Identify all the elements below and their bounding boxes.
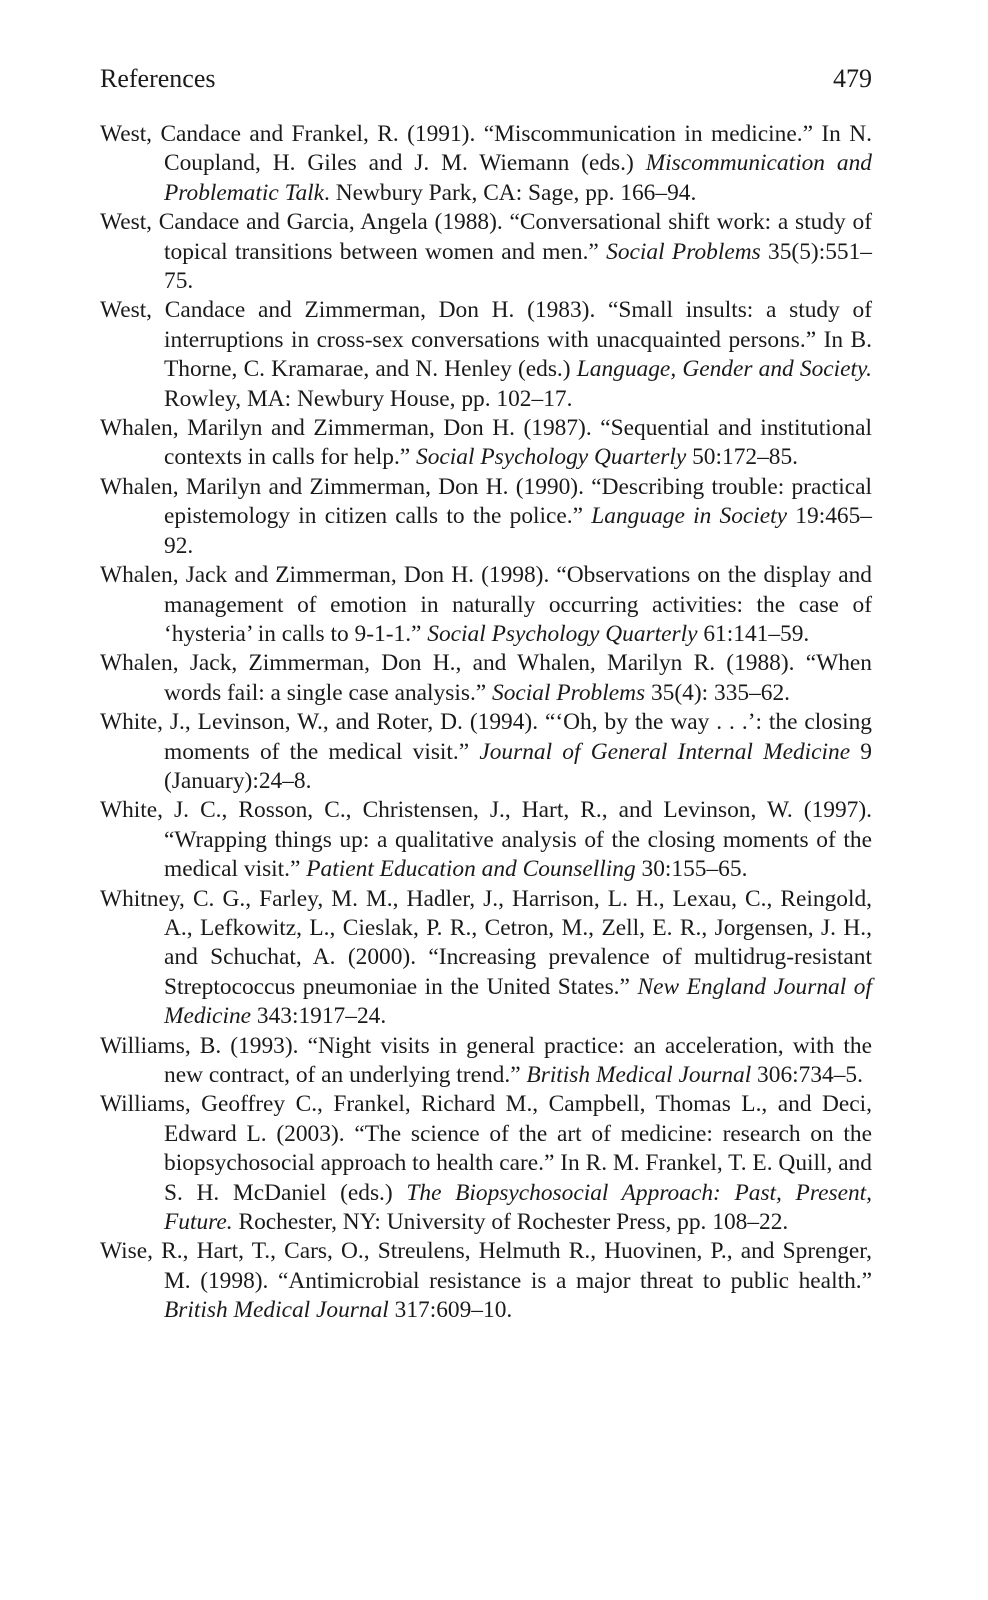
- reference-text: 343:1917–24.: [251, 1003, 387, 1030]
- reference-entry: [100, 473, 872, 561]
- reference-text: Williams, Geoffrey C., Frankel, Richard M., Campbell, Thomas L., and Deci, Edward L. (2003). “The science of the art of medicine: research on the biopsychosocial approach to health care.” In R. M. Frankel, T. E. Quill, and S. H. McDaniel (eds.): [100, 1091, 872, 1206]
- reference-entry: [100, 296, 872, 414]
- reference-text: 19:465–92.: [164, 503, 872, 559]
- reference-text: Williams, B. (1993). “Night visits in general practice: an acceleration, with the new contract, of an underlying trend.”: [100, 1032, 872, 1088]
- reference-title-italic: Social Psychology Quarterly: [416, 444, 687, 471]
- reference-text: 317:609–10.: [388, 1297, 513, 1324]
- reference-text: 35(5):551–75.: [164, 238, 872, 295]
- reference-title-italic: The Biopsychosocial Approach: Past, Present, Future.: [164, 1179, 872, 1236]
- reference-title-italic: Miscommunication and Problematic Talk: [164, 150, 872, 206]
- reference-text: West, Candace and Frankel, R. (1991). “Miscommunication in medicine.” In N. Coupland, H. Giles and J. M. Wiemann (eds.): [100, 121, 872, 177]
- book-page: [100, 62, 872, 1326]
- reference-title-italic: New England Journal of Medicine: [164, 973, 872, 1030]
- reference-title-italic: Social Psychology Quarterly: [427, 620, 698, 647]
- reference-text: White, J. C., Rosson, C., Christensen, J., Hart, R., and Levinson, W. (1997). “Wrapping things up: a qualitative analysis of the closing moments of the medical visit.”: [100, 797, 872, 883]
- reference-title-italic: Social Problems: [606, 238, 761, 265]
- reference-entry: [100, 120, 872, 208]
- reference-text: Whalen, Marilyn and Zimmerman, Don H. (1990). “Describing trouble: practical epistemology in citizen calls to the police.”: [100, 473, 872, 530]
- running-head: [100, 62, 872, 96]
- reference-title-italic: British Medical Journal: [526, 1062, 752, 1088]
- reference-text: White, J., Levinson, W., and Roter, D. (1994). “‘Oh, by the way . . .’: the closing moments of the medical visit.”: [100, 709, 872, 765]
- reference-text: Whalen, Jack, Zimmerman, Don H., and Whalen, Marilyn R. (1988). “When words fail: a single case analysis.”: [100, 650, 872, 706]
- reference-text: Rochester, NY: University of Rochester Press, pp. 108–22.: [232, 1209, 789, 1236]
- reference-text: Whalen, Jack and Zimmerman, Don H. (1998). “Observations on the display and management of emotion in naturally occurring activities: the case of ‘hysteria’ in calls to 9-1-1.”: [100, 562, 872, 647]
- reference-entry: [100, 561, 872, 649]
- reference-text: 61:141–59.: [697, 620, 810, 647]
- reference-title-italic: British Medical Journal: [164, 1297, 389, 1324]
- page-number: 479: [833, 64, 872, 93]
- reference-entry: [100, 208, 872, 296]
- reference-entry: [100, 1032, 872, 1091]
- reference-entry: [100, 708, 872, 796]
- section-title: References: [100, 64, 216, 93]
- reference-text: . Newbury Park, CA: Sage, pp. 166–94.: [324, 179, 697, 206]
- reference-entry: [100, 649, 872, 708]
- reference-title-italic: Language, Gender and Society.: [576, 356, 872, 383]
- reference-entry: [100, 796, 872, 884]
- reference-list: [100, 120, 872, 1326]
- reference-text: 306:734–5.: [751, 1062, 863, 1088]
- reference-entry: [100, 414, 872, 473]
- reference-text: West, Candace and Zimmerman, Don H. (1983). “Small insults: a study of interruptions in cross-sex conversations with unacquainted persons.” In B. Thorne, C. Kramarae, and N. Henley (eds.): [100, 297, 872, 383]
- reference-text: 35(4): 335–62.: [645, 679, 791, 706]
- reference-text: Rowley, MA: Newbury House, pp. 102–17.: [164, 385, 573, 412]
- reference-title-italic: Language in Society: [591, 503, 788, 530]
- reference-entry: [100, 1237, 872, 1325]
- reference-text: West, Candace and Garcia, Angela (1988). “Conversational shift work: a study of topical transitions between women and men.”: [100, 209, 872, 265]
- reference-entry: [100, 1090, 872, 1237]
- reference-text: 30:155–65.: [635, 856, 748, 883]
- reference-title-italic: Social Problems: [492, 679, 646, 706]
- reference-title-italic: Patient Education and Counselling: [306, 856, 636, 883]
- reference-title-italic: Journal of General Internal Medicine: [479, 738, 851, 765]
- reference-text: 9 (January):24–8.: [164, 738, 872, 794]
- reference-text: 50:172–85.: [686, 444, 799, 471]
- reference-text: Whalen, Marilyn and Zimmerman, Don H. (1987). “Sequential and institutional contexts in calls for help.”: [100, 415, 872, 471]
- reference-entry: [100, 885, 872, 1032]
- reference-text: Whitney, C. G., Farley, M. M., Hadler, J., Harrison, L. H., Lexau, C., Reingold, A., Lefkowitz, L., Cieslak, P. R., Cetron, M., Zell, E. R., Jorgensen, J. H., and Schuchat, A. (2000). “Increasing prevalence of multidrug-resistant Streptococcus pneumoniae in the United States.”: [100, 885, 872, 1000]
- reference-text: Wise, R., Hart, T., Cars, O., Streulens, Helmuth R., Huovinen, P., and Sprenger, M. (1998). “Antimicrobial resistance is a major threat to public health.”: [100, 1238, 872, 1294]
